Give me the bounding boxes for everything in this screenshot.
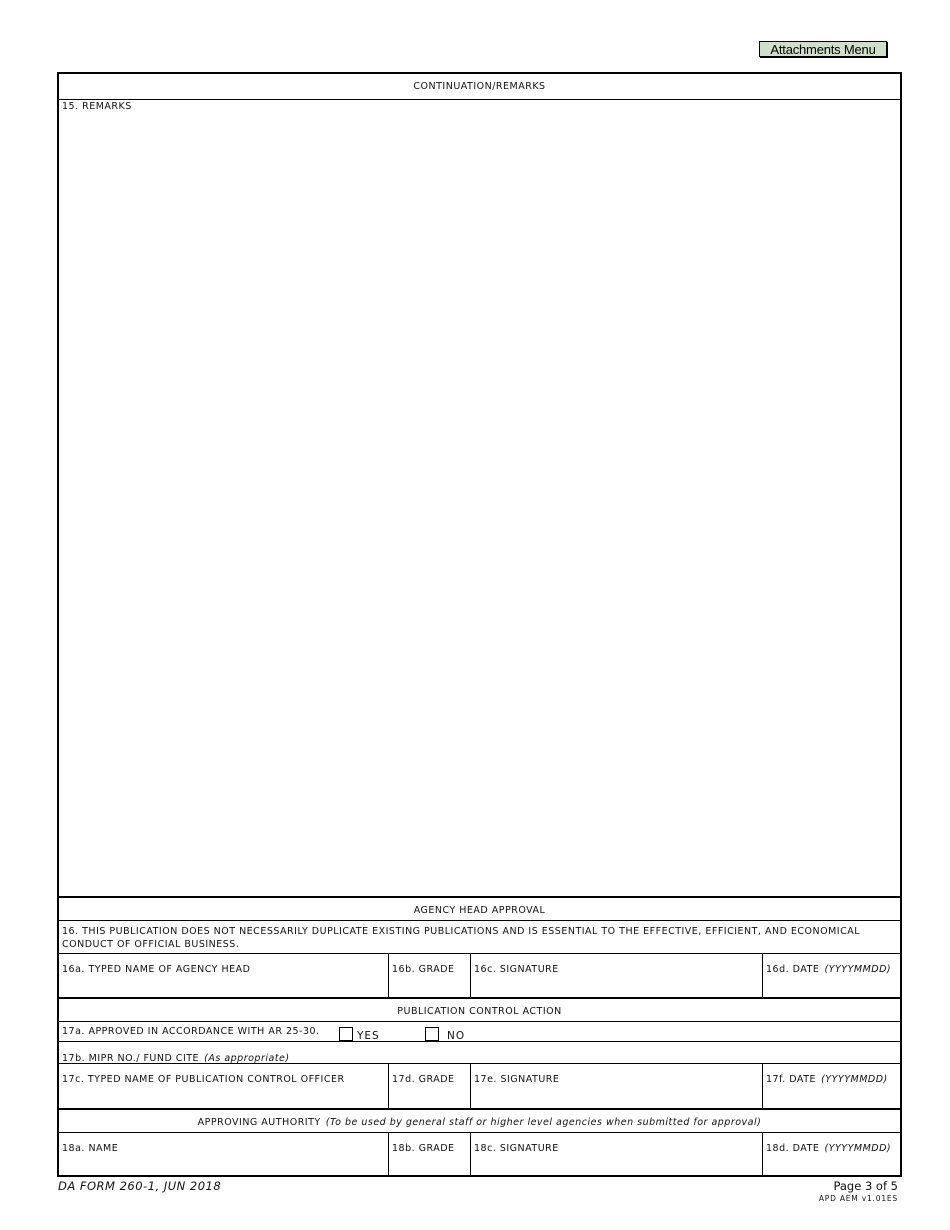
control-officer-signature-label: 17e. SIGNATURE	[474, 1074, 560, 1085]
approving-authority-hint: (To be used by general staff or higher level agencies when submitted for approval)	[325, 1117, 762, 1128]
agency-head-date-label: 16d. DATE	[766, 964, 820, 975]
control-officer-name-field[interactable]	[59, 1064, 388, 1108]
form-page	[57, 72, 902, 1177]
approving-grade-label: 18b. GRADE	[392, 1143, 455, 1154]
approving-date-field[interactable]	[762, 1133, 900, 1175]
approving-signature-row	[59, 1133, 900, 1175]
approving-grade-field[interactable]	[388, 1133, 470, 1175]
control-officer-date-field[interactable]	[762, 1064, 900, 1108]
control-officer-grade-label: 17d. GRADE	[392, 1074, 455, 1085]
agency-head-title: AGENCY HEAD APPROVAL	[413, 905, 546, 916]
mipr-label: 17b. MIPR NO./ FUND CITE	[62, 1053, 200, 1064]
pub-control-header	[59, 999, 900, 1022]
form-version: APD AEM v1.01ES	[818, 1194, 898, 1203]
agency-head-signature-label: 16c. SIGNATURE	[474, 964, 559, 975]
agency-statement-row	[59, 921, 900, 954]
control-officer-grade-field[interactable]	[388, 1064, 470, 1108]
approving-date-hint: (YYYYMMDD)	[824, 1143, 892, 1154]
approving-date-label: 18d. DATE	[766, 1143, 820, 1154]
agency-head-date-hint: (YYYYMMDD)	[824, 964, 892, 975]
agency-head-name-label: 16a. TYPED NAME OF AGENCY HEAD	[62, 964, 251, 975]
yes-option[interactable]	[339, 1024, 380, 1043]
no-option[interactable]	[425, 1024, 465, 1043]
agency-head-signature-field[interactable]	[470, 954, 763, 997]
pub-control-title: PUBLICATION CONTROL ACTION	[397, 1006, 562, 1017]
no-label: NO	[447, 1030, 466, 1042]
agency-signature-row	[59, 954, 900, 999]
agency-head-grade-field[interactable]	[388, 954, 470, 997]
mipr-field[interactable]	[59, 1042, 900, 1064]
agency-statement: 16. THIS PUBLICATION DOES NOT NECESSARILY DUPLICATE EXISTING PUBLICATIONS AND IS ESSENTIAL TO THE EFFECTIVE, EFFICIENT, AND ECONOMICAL CONDUCT OF OFFICIAL BUSINESS.	[62, 926, 861, 950]
approving-signature-field[interactable]	[470, 1133, 763, 1175]
control-officer-date-hint: (YYYYMMDD)	[821, 1074, 888, 1085]
agency-head-name-field[interactable]	[59, 954, 388, 997]
approving-signature-label: 18c. SIGNATURE	[474, 1143, 559, 1154]
attachments-menu-button[interactable]: Attachments Menu	[759, 41, 887, 57]
agency-head-grade-label: 16b. GRADE	[392, 964, 455, 975]
form-identifier: DA FORM 260-1, JUN 2018	[58, 1179, 222, 1193]
approved-label: 17a. APPROVED IN ACCORDANCE WITH AR 25-30.	[62, 1026, 320, 1037]
pub-control-signature-row	[59, 1064, 900, 1110]
approving-authority-title: APPROVING AUTHORITY	[197, 1117, 321, 1128]
agency-head-date-field[interactable]	[762, 954, 900, 997]
no-checkbox[interactable]	[425, 1027, 439, 1041]
mipr-label-group	[62, 1046, 290, 1065]
yes-checkbox[interactable]	[339, 1027, 353, 1041]
approving-authority-header	[59, 1110, 900, 1133]
continuation-header	[59, 74, 900, 100]
continuation-title: CONTINUATION/REMARKS	[413, 81, 546, 92]
agency-head-header	[59, 898, 900, 921]
control-officer-name-label: 17c. TYPED NAME OF PUBLICATION CONTROL OFFICER	[62, 1074, 345, 1085]
approving-name-label: 18a. NAME	[62, 1143, 119, 1154]
pub-control-approved-row	[59, 1022, 900, 1042]
approving-name-field[interactable]	[59, 1133, 388, 1175]
mipr-hint: (As appropriate)	[204, 1053, 290, 1064]
yes-label: YES	[357, 1030, 380, 1042]
control-officer-signature-field[interactable]	[470, 1064, 763, 1108]
remarks-field[interactable]	[59, 100, 900, 898]
page-number: Page 3 of 5	[833, 1179, 898, 1193]
remarks-label: 15. REMARKS	[62, 101, 132, 112]
control-officer-date-label: 17f. DATE	[766, 1074, 816, 1085]
